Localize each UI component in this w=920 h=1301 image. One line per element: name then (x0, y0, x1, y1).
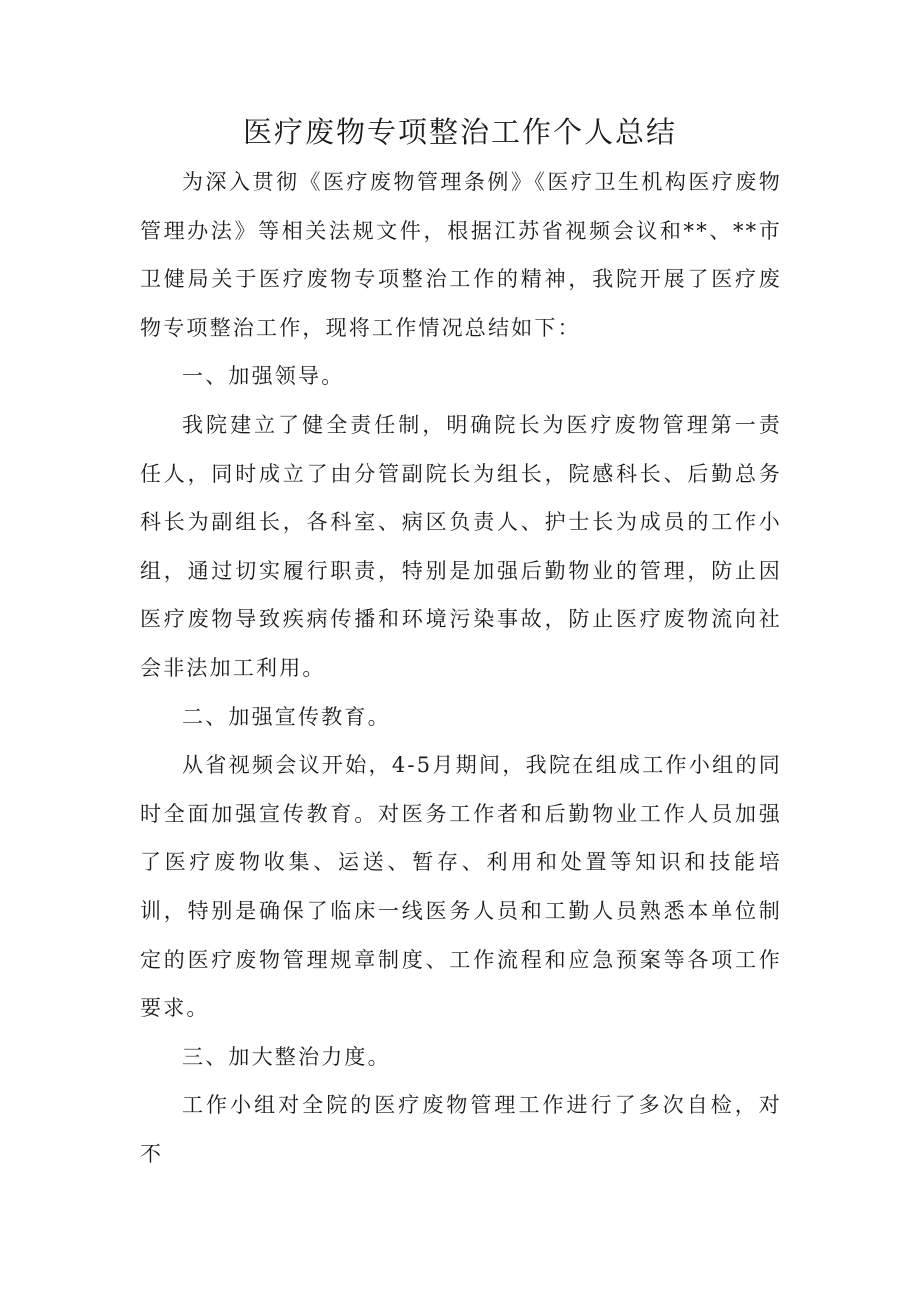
document-body (140, 158, 782, 1178)
paragraph-rectification: 工作小组对全院的医疗废物管理工作进行了多次自检，对不 (140, 1093, 782, 1166)
section-heading-3: 三、加大整治力度。 (182, 1044, 391, 1069)
document-title: 医疗废物专项整治工作个人总结 (242, 115, 677, 149)
section-heading-1: 一、加强领导。 (182, 364, 345, 389)
paragraph-education: 从省视频会议开始，4-5月期间，我院在组成工作小组的同时全面加强宣传教育。对医务工作者和后勤物业工作人员加强了医疗废物收集、运送、暂存、利用和处置等知识和技能培训，特别是确保了临床一线医务人员和工勤人员熟悉本单位制定的医疗废物管理规章制度、工作流程和应急预案等各项工作要求。 (140, 753, 782, 1021)
paragraph-intro: 为深入贯彻《医疗废物管理条例》《医疗卫生机构医疗废物管理办法》等相关法规文件，根据江苏省视频会议和**、**市卫健局关于医疗废物专项整治工作的精神，我院开展了医疗废物专项整治工作，现将工作情况总结如下： (140, 170, 782, 340)
section-heading-2: 二、加强宣传教育。 (182, 704, 391, 729)
paragraph-leadership: 我院建立了健全责任制，明确院长为医疗废物管理第一责任人，同时成立了由分管副院长为组长，院感科长、后勤总务科长为副组长，各科室、病区负责人、护士长为成员的工作小组，通过切实履行职责，特别是加强后勤物业的管理，防止因医疗废物导致疾病传播和环境污染事故，防止医疗废物流向社会非法加工利用。 (140, 412, 782, 680)
